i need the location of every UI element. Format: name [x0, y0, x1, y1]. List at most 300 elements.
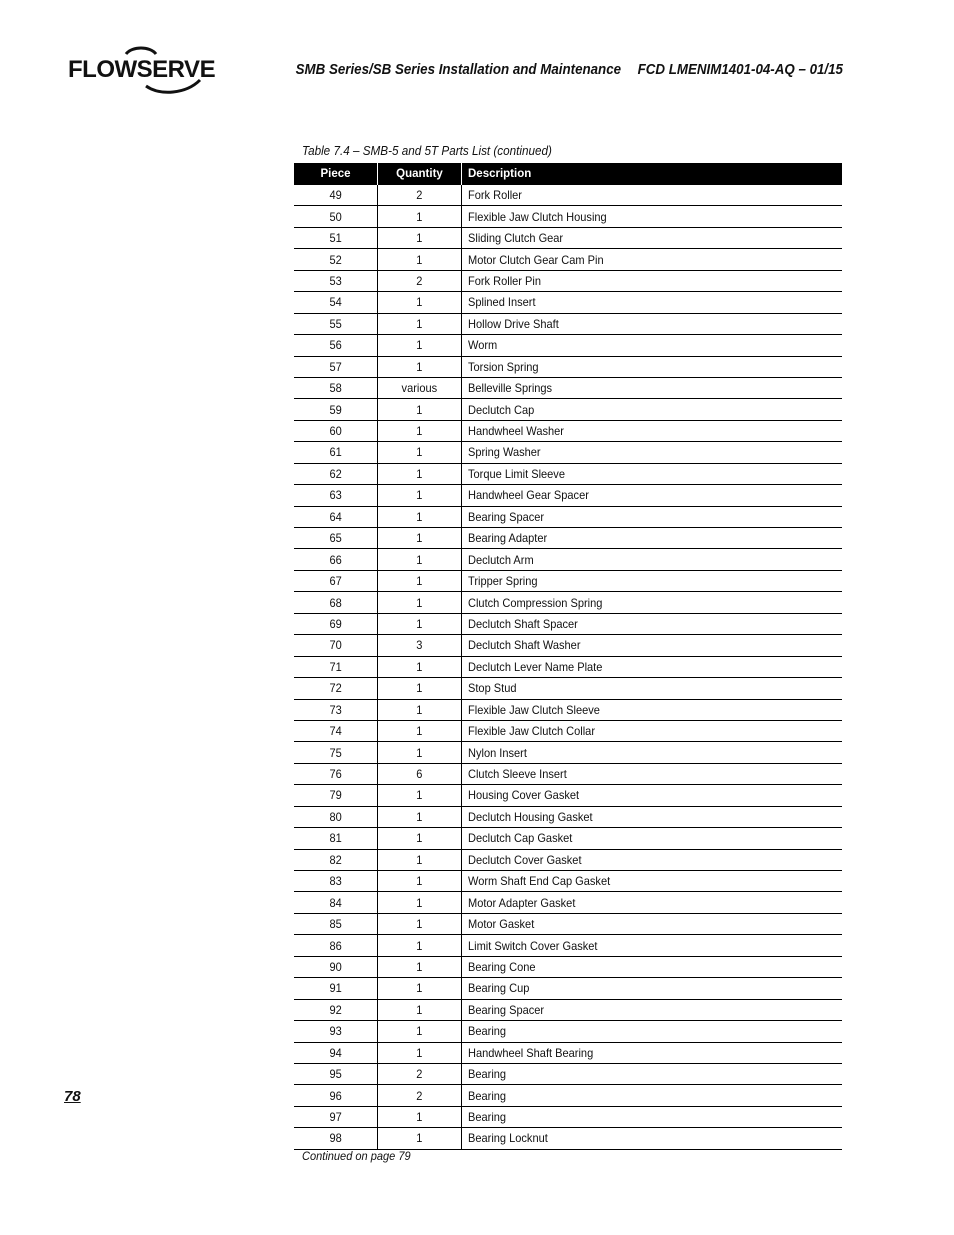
quantity-cell: [378, 420, 462, 441]
description-cell-text: Declutch Lever Name Plate: [468, 659, 603, 674]
description-cell-text: Belleville Springs: [468, 381, 553, 396]
description-cell: [462, 227, 843, 248]
description-cell-text: Hollow Drive Shaft: [468, 316, 559, 331]
description-cell: [462, 871, 843, 892]
column-header-description: Description: [462, 163, 843, 185]
description-cell-text: Torsion Spring: [468, 359, 539, 374]
description-cell: [462, 528, 843, 549]
piece-cell-text: 57: [329, 359, 342, 374]
piece-cell: [294, 227, 378, 248]
piece-cell-text: 50: [329, 209, 342, 224]
piece-cell: [294, 549, 378, 570]
table-row: [294, 549, 842, 570]
quantity-cell-text: 1: [416, 724, 423, 739]
quantity-cell-text: 1: [416, 1131, 423, 1146]
piece-cell-text: 91: [329, 981, 342, 996]
piece-cell: [294, 956, 378, 977]
description-cell: [462, 613, 843, 634]
description-cell-text: Declutch Cap: [468, 402, 535, 417]
piece-cell-text: 86: [329, 938, 342, 953]
description-cell: [462, 635, 843, 656]
description-cell: [462, 442, 843, 463]
description-cell-text: Handwheel Shaft Bearing: [468, 1045, 594, 1060]
table-row: [294, 699, 842, 720]
quantity-cell: [378, 528, 462, 549]
quantity-cell: [378, 1063, 462, 1084]
piece-cell: [294, 249, 378, 270]
description-cell: [462, 913, 843, 934]
quantity-cell: [378, 442, 462, 463]
piece-cell-text: 94: [329, 1045, 342, 1060]
description-cell: [462, 420, 843, 441]
piece-cell-text: 64: [329, 509, 342, 524]
table-row: [294, 227, 842, 248]
description-cell-text: Sliding Clutch Gear: [468, 231, 564, 246]
series-title: SMB Series/SB Series Installation and Maintenance: [295, 62, 622, 78]
piece-cell: [294, 806, 378, 827]
quantity-cell: [378, 485, 462, 506]
quantity-cell: [378, 978, 462, 999]
quantity-cell: [378, 592, 462, 613]
description-cell-text: Tripper Spring: [468, 574, 538, 589]
quantity-cell: [378, 828, 462, 849]
description-cell-text: Worm: [468, 338, 498, 353]
quantity-cell-text: 1: [416, 788, 423, 803]
description-cell: [462, 956, 843, 977]
piece-cell: [294, 849, 378, 870]
piece-cell: [294, 1085, 378, 1106]
quantity-cell: [378, 849, 462, 870]
quantity-cell-text: 1: [416, 874, 423, 889]
piece-cell-text: 54: [329, 295, 342, 310]
description-cell-text: Motor Clutch Gear Cam Pin: [468, 252, 604, 267]
description-cell-text: Housing Cover Gasket: [468, 788, 580, 803]
table-row: [294, 1085, 842, 1106]
piece-cell-text: 56: [329, 338, 342, 353]
piece-cell-text: 97: [329, 1110, 342, 1125]
quantity-cell-text: 1: [416, 681, 423, 696]
quantity-cell-text: 2: [416, 273, 423, 288]
quantity-cell: [378, 913, 462, 934]
piece-cell-text: 65: [329, 531, 342, 546]
table-row: [294, 635, 842, 656]
quantity-cell: [378, 249, 462, 270]
quantity-cell: [378, 956, 462, 977]
quantity-cell-text: 1: [416, 959, 423, 974]
piece-cell-text: 84: [329, 895, 342, 910]
quantity-cell-text: 1: [416, 702, 423, 717]
description-cell-text: Flexible Jaw Clutch Sleeve: [468, 702, 600, 717]
description-cell-text: Nylon Insert: [468, 745, 527, 760]
piece-cell: [294, 442, 378, 463]
quantity-cell-text: 2: [416, 188, 423, 203]
piece-cell: [294, 1021, 378, 1042]
table-header-row: [294, 163, 842, 185]
quantity-cell-text: 1: [416, 895, 423, 910]
quantity-cell-text: 1: [416, 316, 423, 331]
description-cell: [462, 785, 843, 806]
table-row: [294, 956, 842, 977]
quantity-cell-text: 1: [416, 531, 423, 546]
quantity-cell: [378, 1128, 462, 1149]
description-cell: [462, 335, 843, 356]
table-row: [294, 1042, 842, 1063]
piece-cell-text: 75: [329, 745, 342, 760]
continued-note: Continued on page 79: [302, 1149, 411, 1163]
quantity-cell-text: 1: [416, 852, 423, 867]
table-row: [294, 1021, 842, 1042]
logo-text: FLOWSERVE: [68, 56, 216, 83]
description-cell-text: Stop Stud: [468, 681, 517, 696]
description-cell: [462, 978, 843, 999]
piece-cell: [294, 335, 378, 356]
description-cell: [462, 935, 843, 956]
piece-cell-text: 74: [329, 724, 342, 739]
piece-cell-text: 81: [329, 831, 342, 846]
piece-cell-text: 93: [329, 1024, 342, 1039]
description-cell-text: Bearing Cup: [468, 981, 530, 996]
piece-cell-text: 53: [329, 273, 342, 288]
description-cell: [462, 1128, 843, 1149]
quantity-cell: [378, 549, 462, 570]
piece-cell: [294, 356, 378, 377]
quantity-cell: [378, 227, 462, 248]
description-cell: [462, 377, 843, 398]
description-cell: [462, 892, 843, 913]
description-cell: [462, 699, 843, 720]
description-cell-text: Declutch Cap Gasket: [468, 831, 573, 846]
table-row: [294, 313, 842, 334]
description-cell: [462, 270, 843, 291]
description-cell-text: Declutch Shaft Spacer: [468, 616, 578, 631]
quantity-cell: [378, 742, 462, 763]
quantity-cell-text: 1: [416, 209, 423, 224]
quantity-cell: [378, 1042, 462, 1063]
quantity-cell: [378, 720, 462, 741]
piece-cell: [294, 1128, 378, 1149]
description-cell: [462, 678, 843, 699]
quantity-cell-text: 1: [416, 424, 423, 439]
piece-cell: [294, 656, 378, 677]
piece-cell: [294, 506, 378, 527]
description-cell: [462, 206, 843, 227]
column-header-quantity: Quantity: [378, 163, 462, 185]
table-row: [294, 485, 842, 506]
description-cell-text: Bearing Spacer: [468, 1002, 545, 1017]
description-cell: [462, 1085, 843, 1106]
description-cell-text: Bearing: [468, 1067, 507, 1082]
table-row: [294, 335, 842, 356]
piece-cell: [294, 892, 378, 913]
piece-cell-text: 61: [329, 445, 342, 460]
description-cell-text: Declutch Housing Gasket: [468, 809, 593, 824]
quantity-cell-text: 1: [416, 488, 423, 503]
piece-cell-text: 73: [329, 702, 342, 717]
quantity-cell-text: 1: [416, 616, 423, 631]
piece-cell: [294, 978, 378, 999]
piece-cell-text: 49: [329, 188, 342, 203]
description-cell-text: Worm Shaft End Cap Gasket: [468, 874, 611, 889]
description-cell: [462, 485, 843, 506]
quantity-cell: [378, 935, 462, 956]
table-row: [294, 528, 842, 549]
quantity-cell: [378, 270, 462, 291]
piece-cell-text: 79: [329, 788, 342, 803]
description-cell-text: Bearing Locknut: [468, 1131, 548, 1146]
quantity-cell-text: various: [401, 381, 438, 396]
description-cell-text: Clutch Compression Spring: [468, 595, 603, 610]
table-row: [294, 871, 842, 892]
piece-cell-text: 80: [329, 809, 342, 824]
quantity-cell-text: 1: [416, 831, 423, 846]
description-cell-text: Flexible Jaw Clutch Collar: [468, 724, 596, 739]
description-cell: [462, 828, 843, 849]
parts-list-table: [294, 163, 842, 1150]
piece-cell-text: 96: [329, 1088, 342, 1103]
description-cell-text: Declutch Arm: [468, 552, 534, 567]
piece-cell: [294, 1063, 378, 1084]
description-cell: [462, 313, 843, 334]
quantity-cell: [378, 1085, 462, 1106]
quantity-cell: [378, 763, 462, 784]
piece-cell: [294, 935, 378, 956]
piece-cell: [294, 399, 378, 420]
piece-cell: [294, 613, 378, 634]
table-row: [294, 763, 842, 784]
piece-cell: [294, 699, 378, 720]
description-cell-text: Declutch Cover Gasket: [468, 852, 582, 867]
piece-cell-text: 92: [329, 1002, 342, 1017]
table-row: [294, 613, 842, 634]
quantity-cell-text: 1: [416, 659, 423, 674]
piece-cell-text: 62: [329, 466, 342, 481]
piece-cell-text: 51: [329, 231, 342, 246]
table-body: [294, 185, 842, 1149]
quantity-cell: [378, 999, 462, 1020]
table-row: [294, 420, 842, 441]
table-row: [294, 828, 842, 849]
description-cell-text: Bearing: [468, 1024, 507, 1039]
piece-cell: [294, 742, 378, 763]
description-cell-text: Bearing Cone: [468, 959, 536, 974]
quantity-cell-text: 2: [416, 1088, 423, 1103]
description-cell-text: Flexible Jaw Clutch Housing: [468, 209, 607, 224]
piece-cell: [294, 720, 378, 741]
quantity-cell-text: 1: [416, 466, 423, 481]
table-row: [294, 570, 842, 591]
table-row: [294, 292, 842, 313]
piece-cell: [294, 592, 378, 613]
quantity-cell: [378, 292, 462, 313]
piece-cell-text: 72: [329, 681, 342, 696]
quantity-cell: [378, 678, 462, 699]
table-row: [294, 185, 842, 206]
description-cell: [462, 506, 843, 527]
table-row: [294, 999, 842, 1020]
quantity-cell-text: 1: [416, 231, 423, 246]
quantity-cell: [378, 1021, 462, 1042]
piece-cell-text: 60: [329, 424, 342, 439]
quantity-cell-text: 1: [416, 574, 423, 589]
piece-cell-text: 70: [329, 638, 342, 653]
description-cell: [462, 292, 843, 313]
piece-cell-text: 85: [329, 917, 342, 932]
description-cell: [462, 399, 843, 420]
description-cell-text: Splined Insert: [468, 295, 536, 310]
table-row: [294, 249, 842, 270]
table-caption: Table 7.4 – SMB-5 and 5T Parts List (continued): [302, 143, 552, 158]
quantity-cell-text: 1: [416, 295, 423, 310]
description-cell: [462, 763, 843, 784]
description-cell: [462, 720, 843, 741]
quantity-cell: [378, 806, 462, 827]
piece-cell-text: 76: [329, 767, 342, 782]
description-cell-text: Fork Roller Pin: [468, 273, 542, 288]
flowserve-logo: [68, 44, 216, 96]
quantity-cell-text: 2: [416, 1067, 423, 1082]
table-row: [294, 978, 842, 999]
piece-cell-text: 71: [329, 659, 342, 674]
quantity-cell: [378, 635, 462, 656]
quantity-cell-text: 3: [416, 638, 423, 653]
table-row: [294, 656, 842, 677]
quantity-cell-text: 1: [416, 509, 423, 524]
document-code: FCD LMENIM1401-04-AQ – 01/15: [637, 62, 843, 78]
piece-cell-text: 83: [329, 874, 342, 889]
quantity-cell-text: 1: [416, 1002, 423, 1017]
piece-cell: [294, 828, 378, 849]
piece-cell: [294, 528, 378, 549]
quantity-cell: [378, 356, 462, 377]
piece-cell: [294, 313, 378, 334]
piece-cell: [294, 485, 378, 506]
piece-cell-text: 95: [329, 1067, 342, 1082]
description-cell: [462, 656, 843, 677]
quantity-cell-text: 1: [416, 1045, 423, 1060]
quantity-cell-text: 1: [416, 1024, 423, 1039]
document-header: [296, 62, 843, 78]
description-cell-text: Handwheel Gear Spacer: [468, 488, 589, 503]
piece-cell-text: 52: [329, 252, 342, 267]
page-number: 78: [64, 1088, 81, 1105]
quantity-cell: [378, 892, 462, 913]
description-cell-text: Spring Washer: [468, 445, 541, 460]
quantity-cell-text: 1: [416, 917, 423, 932]
piece-cell: [294, 1042, 378, 1063]
quantity-cell: [378, 656, 462, 677]
piece-cell: [294, 420, 378, 441]
quantity-cell-text: 1: [416, 338, 423, 353]
piece-cell: [294, 999, 378, 1020]
quantity-cell: [378, 1106, 462, 1127]
quantity-cell: [378, 871, 462, 892]
piece-cell: [294, 635, 378, 656]
quantity-cell-text: 1: [416, 809, 423, 824]
quantity-cell: [378, 313, 462, 334]
description-cell-text: Limit Switch Cover Gasket: [468, 938, 598, 953]
piece-cell: [294, 570, 378, 591]
description-cell-text: Bearing Adapter: [468, 531, 548, 546]
piece-cell: [294, 292, 378, 313]
description-cell: [462, 742, 843, 763]
table-row: [294, 1128, 842, 1149]
table-row: [294, 442, 842, 463]
table-row: [294, 849, 842, 870]
quantity-cell: [378, 699, 462, 720]
table-row: [294, 270, 842, 291]
piece-cell-text: 69: [329, 616, 342, 631]
description-cell-text: Bearing Spacer: [468, 509, 545, 524]
piece-cell: [294, 206, 378, 227]
description-cell: [462, 185, 843, 206]
description-cell-text: Motor Adapter Gasket: [468, 895, 576, 910]
piece-cell: [294, 871, 378, 892]
piece-cell: [294, 270, 378, 291]
piece-cell-text: 68: [329, 595, 342, 610]
description-cell-text: Bearing: [468, 1088, 507, 1103]
piece-cell: [294, 785, 378, 806]
table-row: [294, 678, 842, 699]
quantity-cell-text: 1: [416, 445, 423, 460]
description-cell: [462, 1042, 843, 1063]
description-cell: [462, 1021, 843, 1042]
table-row: [294, 742, 842, 763]
piece-cell-text: 82: [329, 852, 342, 867]
table-row: [294, 463, 842, 484]
table-row: [294, 399, 842, 420]
quantity-cell: [378, 377, 462, 398]
description-cell-text: Torque Limit Sleeve: [468, 466, 565, 481]
piece-cell: [294, 763, 378, 784]
table-row: [294, 806, 842, 827]
quantity-cell: [378, 399, 462, 420]
quantity-cell-text: 1: [416, 1110, 423, 1125]
quantity-cell-text: 1: [416, 402, 423, 417]
piece-cell-text: 55: [329, 316, 342, 331]
quantity-cell: [378, 506, 462, 527]
description-cell-text: Handwheel Washer: [468, 424, 564, 439]
quantity-cell-text: 1: [416, 252, 423, 267]
table-row: [294, 935, 842, 956]
piece-cell: [294, 377, 378, 398]
quantity-cell-text: 6: [416, 767, 423, 782]
quantity-cell-text: 1: [416, 595, 423, 610]
quantity-cell-text: 1: [416, 745, 423, 760]
quantity-cell: [378, 463, 462, 484]
column-header-piece: Piece: [294, 163, 378, 185]
description-cell: [462, 806, 843, 827]
description-cell: [462, 1063, 843, 1084]
description-cell: [462, 999, 843, 1020]
quantity-cell: [378, 335, 462, 356]
table-row: [294, 506, 842, 527]
description-cell-text: Clutch Sleeve Insert: [468, 767, 567, 782]
table-row: [294, 785, 842, 806]
table-row: [294, 206, 842, 227]
description-cell: [462, 463, 843, 484]
quantity-cell: [378, 785, 462, 806]
table-row: [294, 892, 842, 913]
description-cell: [462, 249, 843, 270]
table-row: [294, 1063, 842, 1084]
quantity-cell-text: 1: [416, 981, 423, 996]
quantity-cell-text: 1: [416, 359, 423, 374]
table-row: [294, 913, 842, 934]
piece-cell-text: 63: [329, 488, 342, 503]
description-cell-text: Declutch Shaft Washer: [468, 638, 581, 653]
description-cell: [462, 549, 843, 570]
piece-cell-text: 66: [329, 552, 342, 567]
